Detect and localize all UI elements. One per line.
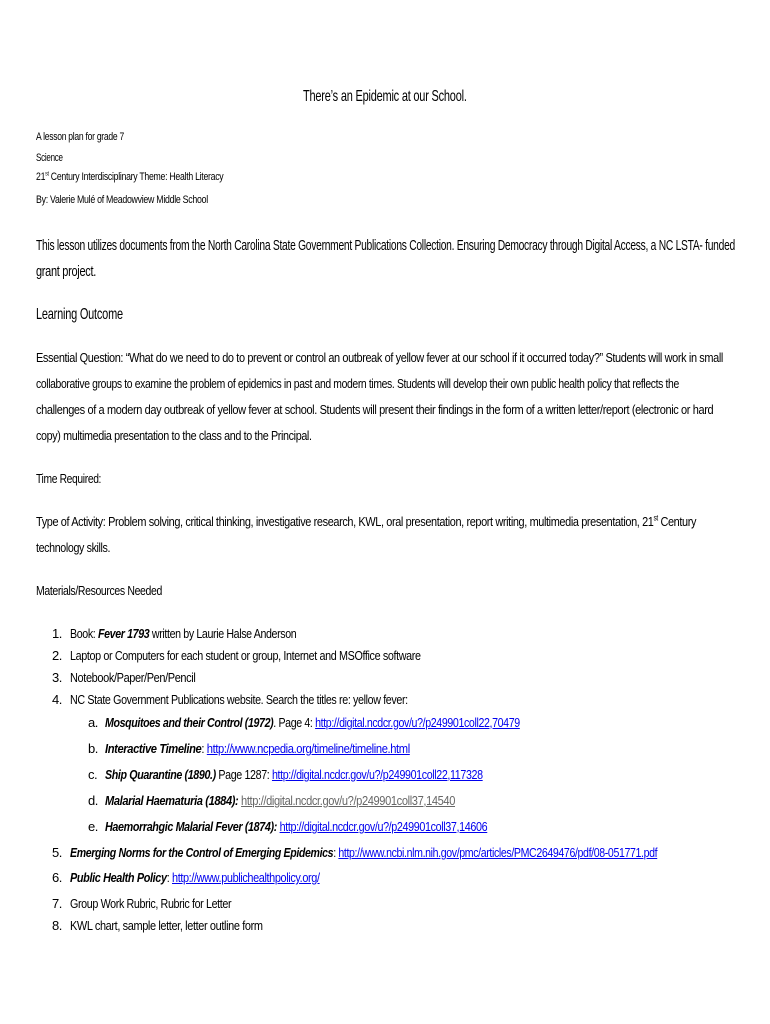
sublist-item: Mosquitoes and their Control (1972). Page 4: http://digital.ncdcr.gov/u?/p249901coll22,70479 [105, 715, 520, 730]
sublist-letter: e. [88, 819, 98, 834]
page-title: There’s an Epidemic at our School. [303, 88, 467, 105]
outcome-line-4: copy) multimedia presentation to the class and to the Principal. [36, 428, 312, 443]
outcome-line-1: Essential Question: “What do we need to do to prevent or control an outbreak of yellow fever at our school if it occurred today?” Students will work in small [36, 350, 723, 365]
outcome-line-3: challenges of a modern day outbreak of yellow fever at school. Students will present their findings in the form of a written letter/report (electronic or hard [36, 402, 714, 417]
malarial-haematuria-link[interactable]: http://digital.ncdcr.gov/u?/p249901coll37,14540 [241, 793, 456, 808]
materials-heading: Materials/Resources Needed [36, 583, 162, 598]
author-line: By: Valerie Mulé of Meadowview Middle School [36, 194, 208, 206]
activity-line-1: Type of Activity: Problem solving, critical thinking, investigative research, KWL, oral presentation, report writing, multimedia presentation, 21st Century [36, 513, 697, 529]
sublist-letter: a. [88, 715, 98, 730]
subject-line: Science [36, 152, 63, 164]
grade-line: A lesson plan for grade 7 [36, 131, 124, 143]
list-number: 4. [52, 692, 62, 707]
list-number: 1. [52, 626, 62, 641]
list-item: NC State Government Publications website. Search the titles re: yellow fever: [70, 692, 408, 707]
sublist-item: Haemorrahgic Malarial Fever (1874): http://digital.ncdcr.gov/u?/p249901coll37,14606 [105, 819, 488, 834]
emerging-norms-link[interactable]: http://www.ncbi.nlm.nih.gov/pmc/articles/PMC2649476/pdf/08-051771.pdf [338, 845, 658, 860]
intro-line-2: grant project. [36, 263, 96, 280]
list-number: 3. [52, 670, 62, 685]
malarial-fever-link[interactable]: http://digital.ncdcr.gov/u?/p249901coll37,14606 [279, 819, 488, 834]
list-number: 2. [52, 648, 62, 663]
sublist-letter: d. [88, 793, 98, 808]
list-item: Book: Fever 1793 written by Laurie Halse Anderson [70, 626, 297, 641]
mosquitoes-link[interactable]: http://digital.ncdcr.gov/u?/p249901coll22,70479 [315, 715, 520, 730]
list-item: Group Work Rubric, Rubric for Letter [70, 896, 232, 911]
sublist-letter: c. [88, 767, 98, 782]
activity-line-2: technology skills. [36, 540, 111, 555]
sublist-item: Malarial Haematuria (1884): http://digital.ncdcr.gov/u?/p249901coll37,14540 [105, 793, 456, 808]
public-health-policy-link[interactable]: http://www.publichealthpolicy.org/ [172, 870, 320, 885]
list-item: Public Health Policy: http://www.publichealthpolicy.org/ [70, 870, 320, 885]
learning-outcome-heading: Learning Outcome [36, 306, 123, 323]
list-number: 6. [52, 870, 62, 885]
sublist-letter: b. [88, 741, 98, 756]
outcome-line-2: collaborative groups to examine the problem of epidemics in past and modern times. Students will develop their own public health policy that reflects the [36, 376, 679, 391]
sublist-item: Ship Quarantine (1890.) Page 1287: http://digital.ncdcr.gov/u?/p249901coll22,117328 [105, 767, 483, 782]
list-item: KWL chart, sample letter, letter outline form [70, 918, 263, 933]
list-number: 8. [52, 918, 62, 933]
list-item: Emerging Norms for the Control of Emerging Epidemics: http://www.ncbi.nlm.nih.gov/pmc/articles/PMC2649476/pdf/08-051771.pdf [70, 845, 658, 860]
sublist-item: Interactive Timeline: http://www.ncpedia.org/timeline/timeline.html [105, 741, 410, 756]
list-item: Laptop or Computers for each student or group, Internet and MSOffice software [70, 648, 421, 663]
list-number: 5. [52, 845, 62, 860]
list-number: 7. [52, 896, 62, 911]
ship-quarantine-link[interactable]: http://digital.ncdcr.gov/u?/p249901coll22,117328 [271, 767, 483, 782]
timeline-link[interactable]: http://www.ncpedia.org/timeline/timeline.html [206, 741, 410, 756]
intro-line-1: This lesson utilizes documents from the North Carolina State Government Publications Collection. Ensuring Democracy through Digital Access, a NC LSTA- funded [36, 237, 735, 254]
time-required: Time Required: [36, 471, 102, 486]
theme-line: 21st Century Interdisciplinary Theme: Health Literacy [36, 170, 224, 183]
list-item: Notebook/Paper/Pen/Pencil [70, 670, 196, 685]
